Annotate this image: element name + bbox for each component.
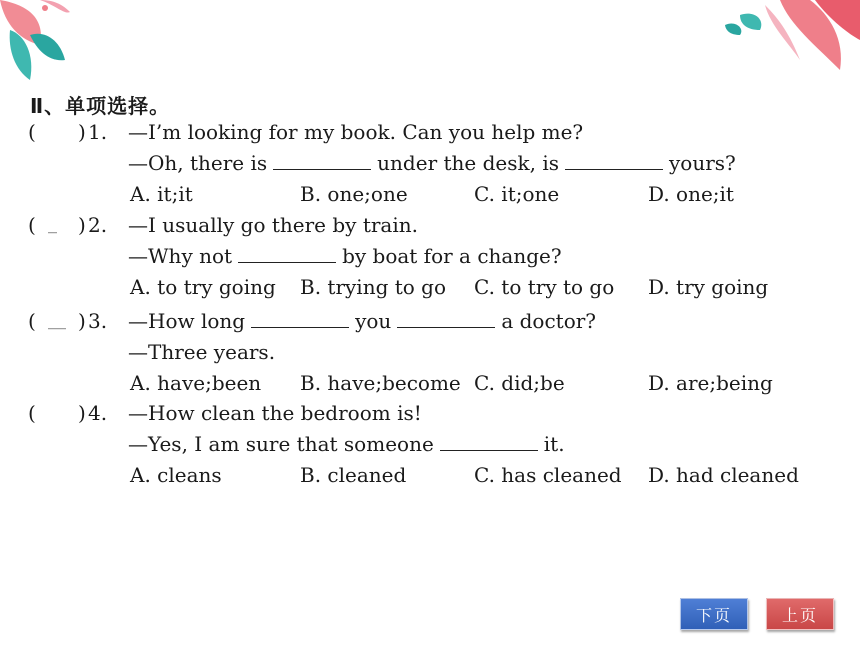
question-line-part: —How long xyxy=(128,309,246,333)
option-b[interactable]: B. cleaned xyxy=(300,463,407,487)
option-c[interactable]: C. has cleaned xyxy=(474,463,622,487)
answer-paren-close: ) xyxy=(78,309,86,333)
question-line: —I usually go there by train. xyxy=(128,213,418,237)
question-line: under the desk, is xyxy=(377,151,559,175)
question-line-part: you xyxy=(355,309,392,333)
question-line: —Why not xyxy=(128,244,233,268)
option-b[interactable]: B. trying to go xyxy=(300,275,447,299)
question-line: —How clean the bedroom is! xyxy=(128,401,422,425)
option-d[interactable]: D. are;being xyxy=(648,371,773,395)
answer-blank xyxy=(565,151,663,170)
answer-paren-open: ( xyxy=(28,213,36,237)
floral-decoration-right-icon xyxy=(720,0,860,75)
option-c[interactable]: C. it;one xyxy=(474,182,560,206)
question-number: 2. xyxy=(88,213,108,237)
answer-slot[interactable]: _ xyxy=(48,213,57,234)
option-b[interactable]: B. have;become xyxy=(300,371,461,395)
question-line: —Yes, I am sure that someone xyxy=(128,432,434,456)
question-line: —I’m looking for my book. Can you help me? xyxy=(128,120,584,144)
answer-blank xyxy=(440,432,538,451)
answer-blank xyxy=(397,309,495,328)
answer-paren-close: ) xyxy=(78,401,86,425)
question-number: 4. xyxy=(88,401,108,425)
answer-blank xyxy=(251,309,349,328)
option-a[interactable]: A. to try going xyxy=(130,275,276,299)
next-page-button[interactable]: 下页 xyxy=(680,598,748,630)
question-line: —Oh, there is xyxy=(128,151,268,175)
option-d[interactable]: D. had cleaned xyxy=(648,463,799,487)
answer-paren-open: ( xyxy=(28,401,36,425)
question-line: yours? xyxy=(669,151,736,175)
question-line: by boat for a change? xyxy=(342,244,562,268)
option-a[interactable]: A. have;been xyxy=(130,371,262,395)
previous-page-button[interactable]: 上页 xyxy=(766,598,834,630)
option-c[interactable]: C. to try to go xyxy=(474,275,615,299)
answer-paren-close: ) xyxy=(78,120,86,144)
question-line xyxy=(128,309,596,333)
section-title: Ⅱ、单项选择。 xyxy=(30,94,171,118)
option-d[interactable]: D. try going xyxy=(648,275,769,299)
answer-paren-open: ( xyxy=(28,309,36,333)
floral-decoration-left-icon xyxy=(0,0,90,90)
option-a[interactable]: A. it;it xyxy=(130,182,193,206)
option-d[interactable]: D. one;it xyxy=(648,182,734,206)
option-a[interactable]: A. cleans xyxy=(130,463,222,487)
answer-blank xyxy=(238,244,336,263)
answer-blank xyxy=(273,151,371,170)
question-line: —Three years. xyxy=(128,340,276,364)
question-line: it. xyxy=(543,432,565,456)
option-b[interactable]: B. one;one xyxy=(300,182,408,206)
answer-paren-close: ) xyxy=(78,213,86,237)
question-number: 1. xyxy=(88,120,108,144)
answer-paren-open: ( xyxy=(28,120,36,144)
question-number: 3. xyxy=(88,309,108,333)
question-line-part: a doctor? xyxy=(501,309,597,333)
answer-slot[interactable]: __ xyxy=(48,309,66,330)
option-c[interactable]: C. did;be xyxy=(474,371,565,395)
